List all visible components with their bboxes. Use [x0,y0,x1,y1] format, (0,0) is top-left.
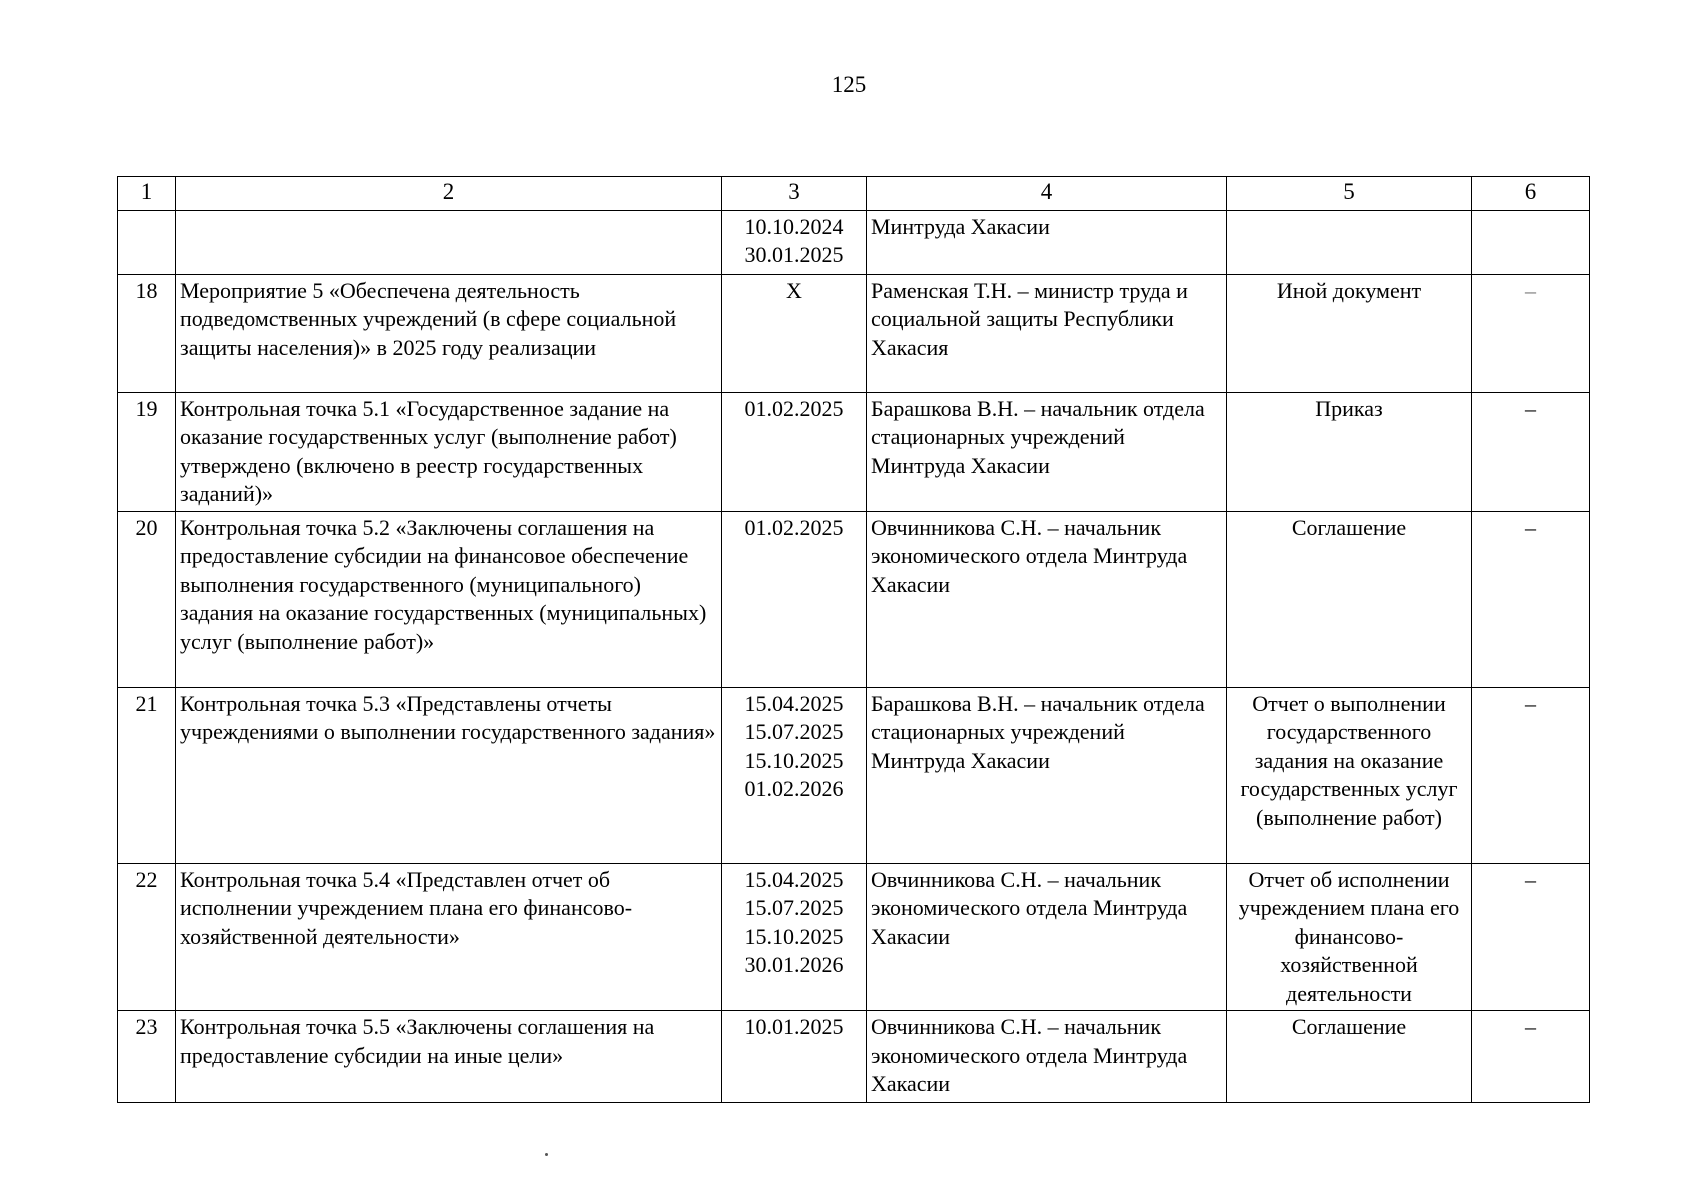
note-cell [1472,1011,1590,1103]
note-dash: – [1525,514,1536,540]
date-value: 30.01.2026 [744,952,844,977]
date-value: 30.01.2025 [744,242,844,267]
header-col-3: 3 [722,177,867,211]
responsible-person: Барашкова В.Н. – начальник отдела стационарных учреждений Минтруда Хакасии [867,392,1227,511]
document-type: Отчет о выполнении государственного задания на оказание государственных услуг (выполнение работ) [1227,687,1472,863]
note-cell [1472,863,1590,1011]
date-value: 10.01.2025 [744,1014,844,1039]
row-number: 18 [118,274,176,392]
header-col-6: 6 [1472,177,1590,211]
note-dash: – [1525,395,1536,421]
note-dash: – [1525,277,1536,303]
table-row [118,1011,1590,1103]
header-col-5: 5 [1227,177,1472,211]
event-name: Мероприятие 5 «Обеспечена деятельность подведомственных учреждений (в сфере социальной защиты населения)» в 2025 году реализации [176,274,722,392]
document-type [1227,210,1472,274]
header-col-1: 1 [118,177,176,211]
date-value: 15.10.2025 [744,747,844,773]
event-name: Контрольная точка 5.1 «Государственное задание на оказание государственных услуг (выполнение работ) утверждено (включено в реестр государственных заданий)» [176,392,722,511]
note-cell [1472,687,1590,863]
date-value: 15.04.2025 [744,690,844,716]
responsible-person: Овчинникова С.Н. – начальник экономического отдела Минтруда Хакасии [867,863,1227,1011]
dates-cell [722,511,867,687]
date-value: 15.04.2025 [744,866,844,892]
note-cell [1472,511,1590,687]
date-value: 15.07.2025 [744,895,844,920]
dates-cell [722,392,867,511]
scan-speck [545,1153,548,1156]
date-value: 01.02.2025 [744,395,844,421]
dates-cell [722,1011,867,1103]
header-col-2: 2 [176,177,722,211]
dates-cell [722,274,867,392]
document-type: Иной документ [1227,274,1472,392]
dates-cell [722,687,867,863]
row-number: 20 [118,511,176,687]
note-dash: – [1525,1014,1536,1039]
header-row [118,177,1590,211]
event-name: Контрольная точка 5.5 «Заключены соглашения на предоставление субсидии на иные цели» [176,1011,722,1103]
document-type: Соглашение [1227,1011,1472,1103]
note-dash: – [1525,690,1536,716]
responsible-person: Овчинникова С.Н. – начальник экономического отдела Минтруда Хакасии [867,1011,1227,1103]
date-value: 15.10.2025 [744,923,844,949]
date-value: 01.02.2026 [744,776,844,801]
responsible-person: Овчинникова С.Н. – начальник экономического отдела Минтруда Хакасии [867,511,1227,687]
note-cell [1472,210,1590,274]
event-name: Контрольная точка 5.2 «Заключены соглашения на предоставление субсидии на финансовое обеспечение выполнения государственного (муниципального) задания на оказание государственных (муниципальных) услуг (выполнение работ)» [176,511,722,687]
event-name: Контрольная точка 5.4 «Представлен отчет об исполнении учреждением плана его финансово-хозяйственной деятельности» [176,863,722,1011]
row-number: 22 [118,863,176,1011]
row-number [118,210,176,274]
row-number: 19 [118,392,176,511]
header-col-4: 4 [867,177,1227,211]
dates-cell [722,210,867,274]
table-row [118,210,1590,274]
date-value: Х [786,277,802,303]
date-value: 10.10.2024 [744,213,844,239]
date-value: 15.07.2025 [744,719,844,744]
event-name [176,210,722,274]
responsible-person: Барашкова В.Н. – начальник отдела стационарных учреждений Минтруда Хакасии [867,687,1227,863]
responsible-person: Раменская Т.Н. – министр труда и социальной защиты Республики Хакасия [867,274,1227,392]
dates-cell [722,863,867,1011]
page-number: 125 [831,72,867,97]
table-row [118,392,1590,511]
note-cell [1472,274,1590,392]
plan-table [117,176,1590,1103]
event-name: Контрольная точка 5.3 «Представлены отчеты учреждениями о выполнении государственного задания» [176,687,722,863]
table-row [118,687,1590,863]
document-type: Соглашение [1227,511,1472,687]
note-cell [1472,392,1590,511]
date-value: 01.02.2025 [744,514,844,540]
table-row [118,511,1590,687]
document-type: Отчет об исполнении учреждением плана его финансово-хозяйственной деятельности [1227,863,1472,1011]
document-type: Приказ [1227,392,1472,511]
row-number: 21 [118,687,176,863]
table-row [118,863,1590,1011]
row-number: 23 [118,1011,176,1103]
note-dash: – [1525,866,1536,892]
table-row [118,274,1590,392]
responsible-person: Минтруда Хакасии [867,210,1227,274]
